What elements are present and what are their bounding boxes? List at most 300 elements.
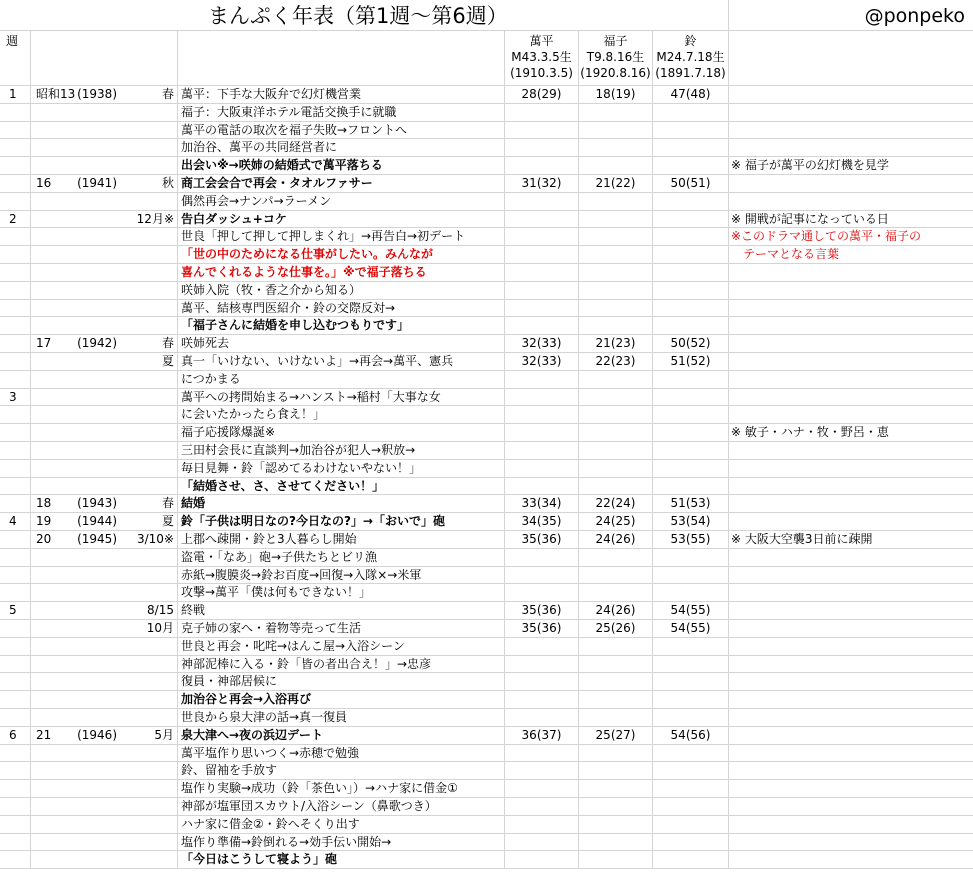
- fukuko-age: 22(23): [595, 354, 636, 368]
- fukuko-age: 21(22): [595, 176, 636, 190]
- event-cell: [178, 228, 505, 246]
- season: 5月: [154, 727, 174, 742]
- manpei-age-cell: [505, 211, 579, 229]
- week-number: 1: [9, 87, 17, 101]
- event-cell: [178, 780, 505, 798]
- manpei-age: 35(36): [521, 621, 562, 635]
- event-cell: [178, 139, 505, 157]
- note-cell: [729, 745, 973, 763]
- manpei-age-cell: [505, 335, 579, 353]
- event-cell: [178, 157, 505, 175]
- title-row: [0, 0, 973, 31]
- event-text: 商工会会合で再会・タオルファサー: [181, 176, 373, 190]
- event-cell: [178, 709, 505, 727]
- event-cell: [178, 745, 505, 763]
- week-cell: [0, 727, 31, 745]
- manpei-age-cell: [505, 834, 579, 852]
- date-cell: [31, 780, 178, 798]
- table-row: [0, 317, 973, 335]
- date-cell: [31, 406, 178, 424]
- week-cell: [0, 264, 31, 282]
- event-text: につかまる: [181, 371, 241, 386]
- event-cell: [178, 584, 505, 602]
- suzu-age: 50(51): [670, 176, 711, 190]
- week-cell: [0, 834, 31, 852]
- date-cell: [31, 246, 178, 264]
- manpei-age-cell: [505, 228, 579, 246]
- manpei-age: 33(34): [521, 496, 562, 511]
- manpei-age-cell: [505, 620, 579, 638]
- event-cell: [178, 478, 505, 496]
- event-text: 上郡へ疎開・鈴と3人暮らし開始: [181, 532, 357, 546]
- table-row: [0, 246, 973, 264]
- event-cell: [178, 317, 505, 335]
- date-cell: [31, 709, 178, 727]
- manpei-age-cell: [505, 264, 579, 282]
- season: 12月※: [136, 211, 174, 226]
- fukuko-age-cell: [579, 513, 653, 531]
- date-cell: [31, 762, 178, 780]
- note-cell: [729, 157, 973, 175]
- event-cell: [178, 424, 505, 442]
- suzu-age-cell: [653, 246, 729, 264]
- suzu-age-cell: [653, 851, 729, 869]
- date-cell: [31, 816, 178, 834]
- week-cell: [0, 709, 31, 727]
- fukuko-age-cell: [579, 264, 653, 282]
- manpei-age-cell: [505, 371, 579, 389]
- event-text: 福子応援隊爆誕※: [181, 425, 276, 440]
- season: 春: [161, 496, 174, 511]
- note-cell: [729, 460, 973, 478]
- week-cell: [0, 495, 31, 513]
- event-text: 復員・神部居候に: [181, 674, 278, 689]
- western-year: (1938): [77, 87, 117, 101]
- event-cell: [178, 691, 505, 709]
- week-cell: [0, 762, 31, 780]
- event-text: 世良と再会・叱咤→はんこ屋→入浴シーン: [181, 638, 405, 653]
- note-cell: [729, 602, 973, 620]
- note-cell: [729, 371, 973, 389]
- fukuko-age-cell: [579, 353, 653, 371]
- week-cell: [0, 157, 31, 175]
- note-text: ※ 福子が萬平の幻灯機を見学: [731, 158, 889, 173]
- table-row: [0, 620, 973, 638]
- suzu-age-cell: [653, 798, 729, 816]
- suzu-age-cell: [653, 193, 729, 211]
- manpei-age-cell: [505, 584, 579, 602]
- event-cell: [178, 246, 505, 264]
- fukuko-header: 福子 T9.8.16生 (1920.8.16): [579, 31, 653, 86]
- event-text: 攻撃→萬平「僕は何もできない！」: [181, 585, 372, 600]
- date-cell: [31, 495, 178, 513]
- fukuko-age-cell: [579, 300, 653, 318]
- week-number: 6: [9, 727, 17, 742]
- event-text: 毎日見舞・鈴「認めてるわけないやない！」: [181, 460, 422, 475]
- week-cell: [0, 406, 31, 424]
- manpei-age-cell: [505, 282, 579, 300]
- table-row: [0, 638, 973, 656]
- event-cell: [178, 531, 505, 549]
- suzu-age-cell: [653, 406, 729, 424]
- date-cell: [31, 567, 178, 585]
- table-row: [0, 442, 973, 460]
- western-year: (1946): [77, 727, 117, 742]
- week-cell: [0, 673, 31, 691]
- manpei-age: 32(33): [521, 336, 562, 351]
- date-cell: [31, 335, 178, 353]
- event-cell: [178, 442, 505, 460]
- fukuko-age-cell: [579, 228, 653, 246]
- suzu-age-cell: [653, 816, 729, 834]
- suzu-age-cell: [653, 727, 729, 745]
- note-cell: [729, 531, 973, 549]
- manpei-age-cell: [505, 495, 579, 513]
- event-cell: [178, 193, 505, 211]
- note-cell: [729, 638, 973, 656]
- event-cell: [178, 264, 505, 282]
- event-cell: [178, 620, 505, 638]
- event-text: 加治谷と再会→入浴再び: [181, 692, 312, 707]
- manpei-age-cell: [505, 300, 579, 318]
- fukuko-age-cell: [579, 656, 653, 674]
- fukuko-age-cell: [579, 531, 653, 549]
- week-cell: [0, 122, 31, 140]
- manpei-age-cell: [505, 816, 579, 834]
- week-cell: [0, 602, 31, 620]
- date-cell: [31, 798, 178, 816]
- table-row: [0, 122, 973, 140]
- suzu-age: 47(48): [670, 87, 711, 101]
- table-row: [0, 371, 973, 389]
- table-row: [0, 602, 973, 620]
- event-text: 萬平：下手な大阪弁で幻灯機営業: [181, 87, 362, 101]
- manpei-age-cell: [505, 513, 579, 531]
- event-cell: [178, 353, 505, 371]
- event-text: 結婚: [181, 496, 206, 511]
- event-cell: [178, 300, 505, 318]
- suzu-age-cell: [653, 104, 729, 122]
- date-cell: [31, 620, 178, 638]
- era-year: 17: [36, 336, 52, 351]
- table-row: [0, 851, 973, 869]
- event-cell: [178, 104, 505, 122]
- week-cell: [0, 175, 31, 193]
- fukuko-age-cell: [579, 211, 653, 229]
- suzu-header: 鈴 M24.7.18生 (1891.7.18): [653, 31, 729, 86]
- event-cell: [178, 549, 505, 567]
- fukuko-age: 24(25): [595, 514, 636, 529]
- date-cell: [31, 389, 178, 407]
- suzu-age-cell: [653, 478, 729, 496]
- era-year: 16: [36, 176, 52, 190]
- manpei-age-cell: [505, 353, 579, 371]
- suzu-age-cell: [653, 335, 729, 353]
- suzu-age: 54(55): [670, 603, 711, 618]
- week-cell: [0, 442, 31, 460]
- note-text: ※このドラマ通しての萬平・福子の: [731, 229, 922, 244]
- event-cell: [178, 638, 505, 656]
- suzu-age: 54(56): [670, 727, 711, 742]
- week-cell: [0, 139, 31, 157]
- suzu-age: 50(52): [670, 336, 711, 351]
- manpei-age-cell: [505, 442, 579, 460]
- fukuko-age: 25(27): [595, 727, 636, 742]
- note-cell: [729, 798, 973, 816]
- fukuko-age-cell: [579, 780, 653, 798]
- week-cell: [0, 638, 31, 656]
- fukuko-age-cell: [579, 157, 653, 175]
- suzu-age-cell: [653, 424, 729, 442]
- event-cell: [178, 86, 505, 104]
- suzu-age-cell: [653, 282, 729, 300]
- suzu-age-cell: [653, 300, 729, 318]
- era-year: 21: [36, 727, 52, 742]
- manpei-age: 31(32): [521, 176, 562, 190]
- date-cell: [31, 371, 178, 389]
- week-cell: [0, 424, 31, 442]
- column-header-row: [0, 31, 973, 86]
- date-cell: [31, 745, 178, 763]
- table-row: [0, 175, 973, 193]
- note-cell: [729, 620, 973, 638]
- week-cell: [0, 228, 31, 246]
- manpei-age-cell: [505, 745, 579, 763]
- suzu-age-cell: [653, 460, 729, 478]
- note-cell: [729, 709, 973, 727]
- manpei-age: 35(36): [521, 603, 562, 618]
- manpei-age-cell: [505, 122, 579, 140]
- event-cell: [178, 335, 505, 353]
- season: 夏: [161, 354, 174, 368]
- date-cell: [31, 691, 178, 709]
- event-text: 真一「いけない、いけないよ」→再会→萬平、憲兵: [181, 354, 454, 368]
- week-cell: [0, 193, 31, 211]
- note-cell: [729, 211, 973, 229]
- event-text: 出会い※→咲姉の結婚式で萬平落ちる: [181, 158, 383, 173]
- note-cell: [729, 495, 973, 513]
- suzu-age-cell: [653, 709, 729, 727]
- event-text: 塩作り実験→成功（鈴「茶色い」）→ハナ家に借金①: [181, 781, 458, 796]
- manpei-age-cell: [505, 406, 579, 424]
- table-row: [0, 656, 973, 674]
- date-cell: [31, 602, 178, 620]
- fukuko-age-cell: [579, 691, 653, 709]
- event-cell: [178, 602, 505, 620]
- western-year: (1941): [77, 176, 117, 190]
- manpei-age: 35(36): [521, 532, 562, 546]
- event-cell: [178, 389, 505, 407]
- suzu-age-cell: [653, 389, 729, 407]
- suzu-age-cell: [653, 584, 729, 602]
- week-cell: [0, 478, 31, 496]
- fukuko-age-cell: [579, 282, 653, 300]
- event-text: 萬平、結核専門医紹介・鈴の交際反対→: [181, 300, 396, 315]
- week-cell: [0, 211, 31, 229]
- note-cell: [729, 656, 973, 674]
- table-row: [0, 335, 973, 353]
- note-cell: [729, 335, 973, 353]
- suzu-age-cell: [653, 157, 729, 175]
- date-cell: [31, 442, 178, 460]
- western-year: (1942): [77, 336, 117, 351]
- manpei-age-cell: [505, 246, 579, 264]
- fukuko-age-cell: [579, 709, 653, 727]
- event-cell: [178, 673, 505, 691]
- manpei-age-cell: [505, 851, 579, 869]
- date-cell: [31, 86, 178, 104]
- event-cell: [178, 460, 505, 478]
- event-text: 世良「押して押して押しまくれ」→再告白→初デート: [181, 229, 466, 244]
- author-handle: @ponpeko: [864, 5, 965, 27]
- manpei-age-cell: [505, 762, 579, 780]
- event-text: 偶然再会→ナンパ→ラーメン: [181, 193, 332, 208]
- note-cell: [729, 175, 973, 193]
- week-cell: [0, 691, 31, 709]
- era-year: 19: [36, 514, 52, 529]
- event-text: 萬平への拷問始まる→ハンスト→稲村「大事な女: [181, 389, 441, 404]
- table-row: [0, 157, 973, 175]
- manpei-age-cell: [505, 656, 579, 674]
- event-text: 神部が塩軍団スカウト/入浴シーン（鼻歌つき）: [181, 799, 437, 813]
- date-cell: [31, 851, 178, 869]
- note-text: ※ 敏子・ハナ・牧・野呂・恵: [731, 425, 889, 440]
- season: 春: [161, 336, 174, 351]
- table-row: [0, 424, 973, 442]
- fukuko-age-cell: [579, 495, 653, 513]
- event-text: 三田村会長に直談判→加治谷が犯人→釈放→: [181, 443, 416, 457]
- note-cell: [729, 567, 973, 585]
- event-cell: [178, 122, 505, 140]
- manpei-age-cell: [505, 478, 579, 496]
- date-cell: [31, 139, 178, 157]
- event-text: 鈴「子供は明日なの?今日なの?」→「おいで」砲: [181, 514, 445, 529]
- week-cell: [0, 513, 31, 531]
- table-row: [0, 406, 973, 424]
- week-cell: [0, 567, 31, 585]
- suzu-age-cell: [653, 691, 729, 709]
- date-cell: [31, 211, 178, 229]
- manpei-age-cell: [505, 780, 579, 798]
- event-text: 福子：大阪東洋ホテル電話交換手に就職: [181, 104, 397, 119]
- date-cell: [31, 478, 178, 496]
- fukuko-age-cell: [579, 478, 653, 496]
- suzu-age-cell: [653, 638, 729, 656]
- fukuko-age-cell: [579, 371, 653, 389]
- date-cell: [31, 264, 178, 282]
- date-cell: [31, 673, 178, 691]
- week-cell: [0, 246, 31, 264]
- table-row: [0, 691, 973, 709]
- event-text: 盗電・「なあ」砲→子供たちとビリ漁: [181, 549, 378, 564]
- event-cell: [178, 834, 505, 852]
- fukuko-age-cell: [579, 834, 653, 852]
- event-text: 萬平塩作り思いつく→赤穂で勉強: [181, 745, 360, 760]
- event-text: 加治谷、萬平の共同経営者に: [181, 140, 338, 155]
- manpei-age-cell: [505, 549, 579, 567]
- note-cell: [729, 246, 973, 264]
- table-row: [0, 353, 973, 371]
- suzu-age-cell: [653, 780, 729, 798]
- manpei-age: 28(29): [521, 87, 562, 101]
- note-cell: [729, 406, 973, 424]
- fukuko-age-cell: [579, 122, 653, 140]
- event-text: 神部泥棒に入る・鈴「皆の者出合え！」→忠彦: [181, 656, 432, 671]
- manpei-age-cell: [505, 638, 579, 656]
- manpei-age: 32(33): [521, 354, 562, 368]
- suzu-age: 54(55): [670, 621, 711, 635]
- fukuko-age: 24(26): [595, 532, 636, 546]
- event-text: 咲姉死去: [181, 336, 230, 351]
- note-cell: [729, 264, 973, 282]
- week-cell: [0, 104, 31, 122]
- table-row: [0, 228, 973, 246]
- event-cell: [178, 816, 505, 834]
- suzu-age: 53(55): [670, 532, 711, 546]
- manpei-age-cell: [505, 317, 579, 335]
- event-cell: [178, 495, 505, 513]
- event-text: 「今日はこうして寝よう」砲: [181, 852, 338, 867]
- season: 秋: [161, 176, 174, 190]
- suzu-age-cell: [653, 656, 729, 674]
- note-cell: [729, 762, 973, 780]
- era-year: 昭和13: [36, 87, 76, 101]
- manpei-age-cell: [505, 460, 579, 478]
- week-cell: [0, 86, 31, 104]
- event-cell: [178, 851, 505, 869]
- week-cell: [0, 584, 31, 602]
- suzu-age-cell: [653, 673, 729, 691]
- fukuko-age-cell: [579, 389, 653, 407]
- table-row: [0, 513, 973, 531]
- note-cell: [729, 300, 973, 318]
- manpei-age-cell: [505, 175, 579, 193]
- fukuko-age-cell: [579, 175, 653, 193]
- suzu-age-cell: [653, 745, 729, 763]
- note-cell: [729, 389, 973, 407]
- table-row: [0, 567, 973, 585]
- event-cell: [178, 656, 505, 674]
- fukuko-age-cell: [579, 460, 653, 478]
- note-cell: [729, 442, 973, 460]
- manpei-age-cell: [505, 193, 579, 211]
- season: 10月: [146, 621, 174, 635]
- date-cell: [31, 122, 178, 140]
- week-cell: [0, 335, 31, 353]
- date-cell: [31, 513, 178, 531]
- event-text: 終戦: [181, 603, 206, 618]
- event-text: 咲姉入院（牧・香之介から知る）: [181, 282, 362, 297]
- note-cell: [729, 584, 973, 602]
- week-cell: [0, 656, 31, 674]
- note-text: ※ 大阪大空襲3日前に疎開: [731, 532, 873, 546]
- season: 8/15: [147, 603, 174, 618]
- manpei-age-cell: [505, 389, 579, 407]
- note-cell: [729, 549, 973, 567]
- event-text: 萬平の電話の取次を福子失敗→フロントへ: [181, 122, 408, 137]
- manpei-age-cell: [505, 86, 579, 104]
- fukuko-age-cell: [579, 424, 653, 442]
- week-cell: [0, 816, 31, 834]
- table-row: [0, 139, 973, 157]
- date-cell: [31, 282, 178, 300]
- event-text: 鈴、留袖を手放す: [181, 763, 278, 778]
- event-cell: [178, 371, 505, 389]
- season: 夏: [161, 514, 174, 529]
- table-row: [0, 478, 973, 496]
- note-cell: [729, 851, 973, 869]
- fukuko-age-cell: [579, 816, 653, 834]
